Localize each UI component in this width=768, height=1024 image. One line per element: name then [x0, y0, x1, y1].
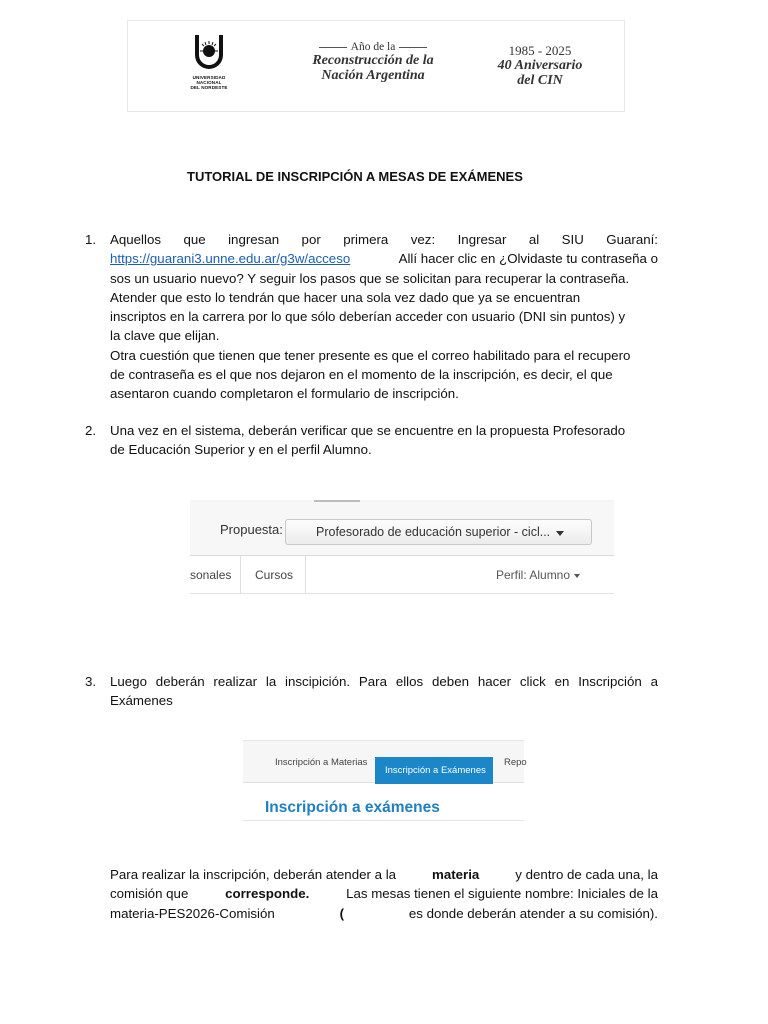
item1-line9: asentaron cuando completaron el formulario de inscripción. [110, 386, 459, 402]
item1-line3: sos un usuario nuevo? Y seguir los pasos que se solicitan para recuperar la contraseña. [110, 270, 630, 286]
item-number: 3. [85, 674, 97, 689]
perfil-dropdown[interactable]: Perfil: Alumno [496, 568, 571, 582]
nav-reportes[interactable]: Repo [504, 757, 527, 768]
cin-years: 1985 - 2025 [508, 43, 572, 58]
propuesta-screenshot [190, 500, 614, 593]
tab-personales[interactable]: sonales [190, 568, 232, 582]
item3-line2: Exámenes [110, 693, 173, 709]
cin-line-1: 40 Aniversario [497, 58, 583, 73]
cin-line-2: del CIN [517, 73, 563, 88]
final-paragraph [110, 865, 658, 923]
year-small-label: Año de la [350, 41, 396, 53]
unne-sun-u-icon [193, 35, 225, 71]
unne-logo-text: UNIVERSIDAD NACIONAL DEL NORDESTE [190, 75, 228, 91]
year-line-2: Nación Argentina [321, 68, 425, 83]
propuesta-select-value: Profesorado de educación superior - cicl... [316, 525, 551, 539]
caret-down-icon [556, 531, 564, 536]
item2-line2: de Educación Superior y en el perfil Alumno. [110, 442, 372, 458]
nav-inscripcion-materias[interactable]: Inscripción a Materias [275, 757, 368, 768]
item-number: 2. [85, 423, 97, 438]
item1-line5: inscriptos en la carrera por lo que sólo deberían acceder con usuario (DNI sin puntos) y [110, 309, 626, 325]
tab-cursos[interactable]: Cursos [255, 568, 294, 582]
nav-inscripcion-examenes[interactable]: Inscripción a Exámenes [375, 757, 493, 784]
para-line2: comisión que corresponde. Las mesas tienen el siguiente nombre: Iniciales de la [110, 886, 658, 902]
item1-line2: https://guarani3.unne.edu.ar/g3w/acceso Allí hacer clic en ¿Olvidaste tu contraseña o [110, 249, 658, 268]
item-number: 1. [85, 232, 97, 247]
header-banner [127, 20, 625, 112]
item1-line1: Aquellos que ingresan por primera vez: Ingresar al SIU Guaraní: [110, 232, 658, 247]
caret-down-icon [574, 574, 580, 578]
inscripcion-screenshot [243, 740, 527, 822]
year-line-1: Reconstrucción de la [312, 53, 434, 68]
guarani-link[interactable]: https://guarani3.unne.edu.ar/g3w/acceso [110, 251, 351, 267]
item3-line1: Luego deberán realizar la inscipición. Para ellos deben hacer click en Inscripción a [110, 674, 658, 689]
unne-logo [186, 35, 232, 99]
item1-line4: Atender que esto lo tendrán que hacer una sola vez dado que ya se encuentran [110, 289, 581, 305]
cin-anniversary [480, 43, 600, 88]
item1-line7: Otra cuestión que tienen que tener presente es que el correo habilitado para el recupero [110, 347, 631, 363]
item1-line6: la clave que elijan. [110, 328, 220, 344]
document-title: TUTORIAL DE INSCRIPCIÓN A MESAS DE EXÁMENES [187, 169, 523, 184]
year-motto [298, 41, 448, 83]
inscripcion-heading: Inscripción a exámenes [265, 799, 440, 816]
item1-line8: de contraseña es el que nos dejaron en el momento de la inscripción, es decir, el que [110, 367, 613, 383]
propuesta-select[interactable] [285, 519, 592, 545]
para-line1: Para realizar la inscripción, deberán atender a la materia y dentro de cada una, la [110, 867, 658, 882]
para-line3: materia-PES2026-Comisión ( es donde deberán atender a su comisión). [110, 905, 658, 921]
item2-line1: Una vez en el sistema, deberán verificar que se encuentre en la propuesta Profesorado [110, 423, 626, 438]
propuesta-label: Propuesta: [220, 522, 283, 537]
